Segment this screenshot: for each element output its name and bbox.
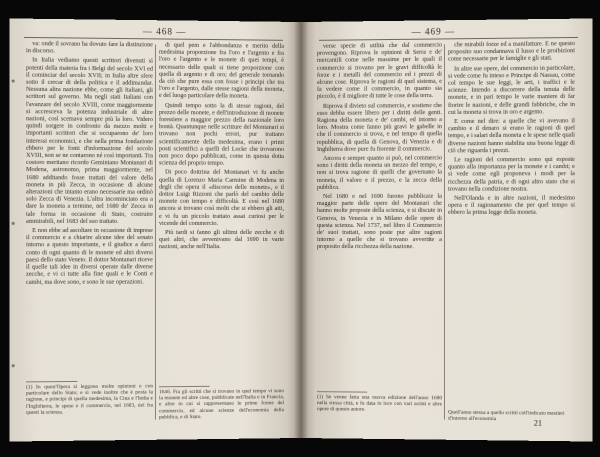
text-column-left — [26, 41, 153, 289]
footnote-rule — [317, 391, 367, 392]
text-column-right — [448, 41, 575, 220]
footnote-rule — [26, 381, 77, 382]
open-book — [14, 22, 588, 438]
binding-hole — [12, 80, 15, 83]
paragraph: Ancora e sempre quanto si può, nel commercio sono i diritti della moneta un mezzo del tempo, e non si trova ragione di quelli che governano la moneta, il valore e il prezzo, e la zecca della pubblica. — [316, 155, 442, 191]
footnote: (1) In quest'Opera si leggono molte opinioni e con particolare dello Stato; e si vede inoltre che è posta la ragione, e principi di quella medesima, la Cina e l'India e l'Inghilterra, le spese e il commercio, nel 1683, del fra questi la scienza. — [26, 383, 153, 416]
paragraph: In altre sue opere, del commercio in particolare, si vede come fu inteso e Principe di Nassau, come col tempo le sue leggi, le arti, i traffici e le scienze. Intendo a discorrere della tenuta delle monete, e in pari tempo le varie maniere di far fiorire le nazioni, e delle grandi fabbriche, che in cui la moneta si trova in oro e argento. — [448, 65, 575, 116]
paragraph: E non ebbe ad ascoltare in occasione di imprese il commercio e a chiarire alcune idee del senato intorno a questo importante, e il giudice a darci conto di ogni quanto di le monete ed altri diversi paesi dello stato Veneto. Il dottor Montanari riceve il quelle tali idee in diversi operate dalle diverse zecche, e vi ci tutte alla fine quali e le Conti e cambi, ma dove sono, e sono le sue operazioni. — [26, 228, 153, 286]
column-divider — [444, 44, 445, 419]
signature-mark: 21 — [533, 418, 543, 428]
paragraph: Più tardi si fanno gli ultimi delle zecche e di quei altri, che avvenivano dal 1690 in varie nazioni, anche nell'Italia. — [159, 230, 285, 251]
page-number-header: — 469 — — [411, 26, 456, 37]
paragraph: E come nel dire: a quelle che vi avevano il cambio e il denaro si erano le ragioni di quel tempo, e i salari della moneta e le spese nelle quali diverse nazioni hanno stabilita una buona legge di ciò che riguarda i prezzi. — [448, 118, 575, 155]
binding-hole — [12, 364, 15, 367]
page-number-header: — 468 — — [142, 26, 187, 37]
paragraph: di quel pem e l'abbondanza e merito della medesima proporzione fra l'oro e l'argento e fra l'oro e l'argento e le monete di quei tempi, è necessario delle quali si tiene proporzione con quella di argento e di oro; del generale tornando da ciò che pure essa con fosse i principi che tra l'oro e l'argento, dalle stesse ragioni della moneta, e del luogo particolare della moneta. — [159, 42, 285, 101]
paragraph: che mirabili forze ed a manifatture. E ne questo proposito suo condannava il lusso e le proibizioni come necessarie per le famiglie e gli stati. — [448, 41, 575, 63]
paragraph: Riprova il divieto sul commercio, e sostiene che esso debba essere libero per i diritti delle genti. Ragiona della moneta e de' cambi, ed intorno a loro. Mostra come fanno più gravi le gabelle in che il commercio si trova, e nel tempo di quella repubblica, di quella di Genova, di Venezia e di Inghilterra dove pure fu fiorente il commercio. — [316, 102, 442, 153]
binding-hole — [12, 222, 15, 225]
footnote-rule — [159, 386, 210, 387]
paragraph: Di poco dottrina del Montanari vi fu anche quella di Lorenzo Maria Carmine di Modena in degli che opera il «discorso delle monete», e il dottor Luigi Rizzoni che parlò del cambio delle monete con tempo e difficoltà. E così nel 1680 ancora si trovano così molti che si ebbero gli atti, e vi fu un piccolo trattato assai curiosi per le vicende del commercio. — [159, 169, 285, 227]
paragraph: Le ragioni del commercio sono qui esposte quanto alla importanza per la monete e i cambi; e si vede come egli proponeva i modi per la ricchezza della patria, e di ogni altro stato che si trovano nella condizione nostra. — [448, 156, 575, 193]
column-divider — [155, 44, 156, 419]
footer-note: Quell'anno stessa a quello scritti coll'indicato mestieri d'intorno all'economia — [448, 409, 565, 423]
right-page — [301, 18, 592, 441]
paragraph: va: onde il sovrano ha dovuto fare la distinzione in discorso. — [26, 41, 153, 55]
paragraph: verse specie di utilità che dal commercio provengono. Riprova le opinioni di Serra e de' mercantili come nelle massime per le quali il commercio si trovano per le gravi difficoltà le forze e i metalli del commercio ed i prezzi di alcune cose. Riprova le ragioni di quel sistema, e fa vedere come il commercio, in quanto sia piccolo, è il migliore di tutte le cose della terra. — [316, 42, 442, 101]
header-rule — [24, 37, 283, 41]
footnote: 1646. Fra gli scritti che si trovano in quel tempo vi sono la monete ed altre cose, pubblicate nell'Italia e in Francia, e altre in cui si rappresentano le prime forme del commercio, ed alcune scienze dell'economia della pubblica, e di Stato. — [159, 388, 285, 421]
paragraph: Nel 1680 e nel 1690 furono pubblicate la maggior parte delle opere del Montanari che hanno molte proposte della scienza, e si discute in Genova, in Venezia e in Milano delle opere di questa scienza. Nel 1737, nel libro il Commercio de' suoi trattati, sono poste pur altre ragioni intorno a quelle che si trovano avvertite a proposito della ricchezza della nazione. — [316, 193, 442, 251]
header-rule — [319, 37, 578, 41]
footnote: (1) Se venne fatta una nuova edizione dell'anno 1680 nella stessa città, e fu data in luce con vari scritti e altre opere di questo autore. — [316, 394, 442, 414]
left-page — [10, 18, 301, 441]
paragraph: In Italia vediamo questi scrittori divenuti sì potenti della materia fra i Belgi del secolo XVI ed il cominciar del secolo XVII; in Italia altre sfere sotto il cercar di della politica e il addimandar. Nessuna altra nazione ebbe, come gli Italiani, gli scrittori sul governo. Ma negli stati Italiani con l'avanzare del secolo XVIII, come maggiormente si accresceva la potenza industriale di altre nazioni, così scemava sempre più la loro. Videro quindi sorgere in confronto da mezzo molti e importanti scrittori che si occuparono de' loro interessi economici, e che nella prima fondazione ebbero per le fonti d'informazione del secolo XVIII, non se ne contarono né così importanti. Tra costoro meritano ricordo Geminiano Montanari di Modena, astronomo, prima maggiormente, nel 1680 additando fosse trattati del valore della moneta in più Zecca, in occasione di alcune alterazioni che intanto erano necessarie ma ordinò solo Zecca di Venezia. L'altra incominciato era a dare la moneta a termine, nel 1680 de' Zecca in tale forma in occasione di Stato, costruire ammirabili, nel 1683 del suo trattato. — [26, 57, 153, 225]
text-column-left — [317, 42, 442, 253]
text-column-right — [159, 42, 284, 253]
paragraph: Nell'Olanda e in altre nazioni, il medesimo opera e il ragionamento che per quel tempo si ebbero la prima legge della moneta. — [448, 195, 575, 217]
paragraph: Quindi tempo sotto la di stesse ragioni, del prezzo delle monete, e dell'introduzione di monete forestiere a maggior prezzo della nazionale loro bontà. Quantunque nelle scritture del Montanari si trovano non pochi errori, pur trattano scientificamente della medesima, erano i primi posti scientifici a quelli del Locke che trovarono non poco dopo pubblicati, come in questa dotta scienza del proprio tempo. — [159, 102, 285, 167]
